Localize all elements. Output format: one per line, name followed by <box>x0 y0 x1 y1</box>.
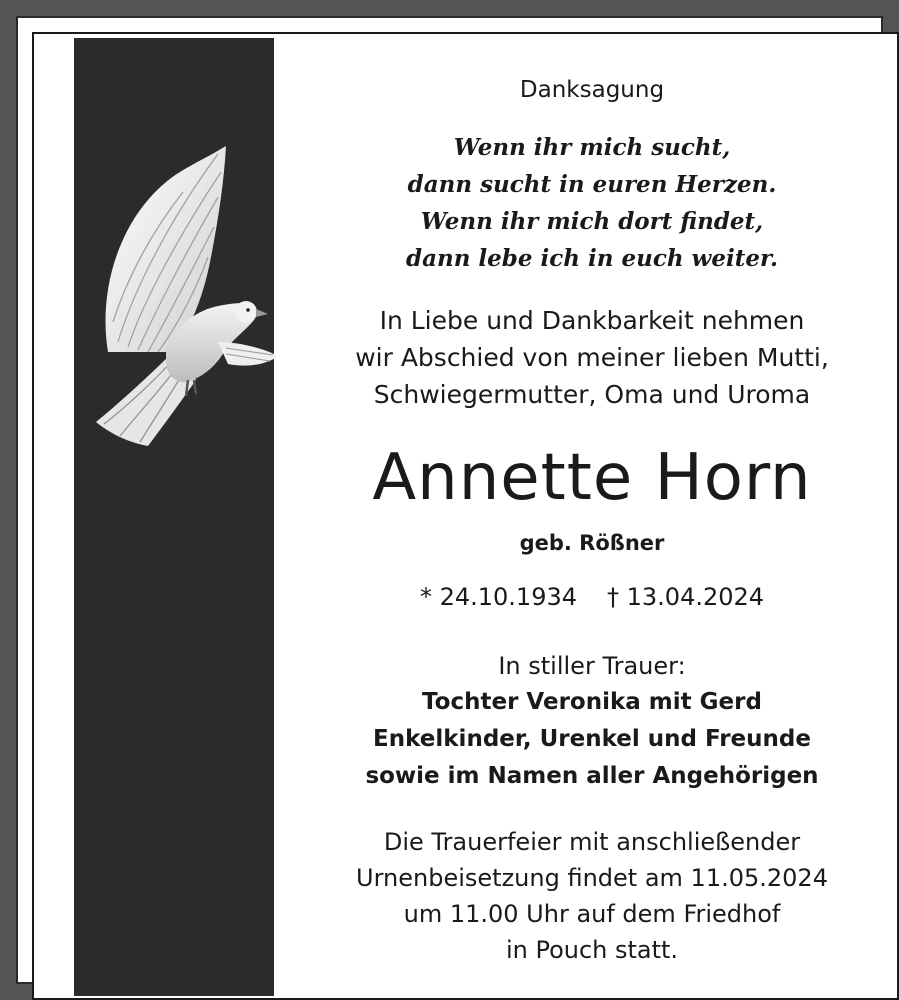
mourner-line: Enkelkinder, Urenkel und Freunde <box>373 726 811 752</box>
mourner-line: sowie im Namen aller Angehörigen <box>365 763 819 789</box>
dove-icon <box>78 142 276 448</box>
notice-heading: Danksagung <box>519 77 665 103</box>
birth-date: * 24.10.1934 <box>419 583 577 611</box>
poem-line: Wenn ihr mich sucht, <box>453 134 731 161</box>
notice-panel <box>32 32 899 1000</box>
ceremony-line: Urnenbeisetzung findet am 11.05.2024 <box>356 864 828 892</box>
ceremony-line: Die Trauerfeier mit anschließender <box>383 828 801 856</box>
ceremony-line: in Pouch statt. <box>505 936 679 964</box>
mourners-list <box>294 684 890 795</box>
poem-line: dann sucht in euren Herzen. <box>407 171 777 198</box>
mourner-line: Tochter Veronika mit Gerd <box>422 689 762 715</box>
life-dates <box>294 580 890 614</box>
maiden-name: geb. Rößner <box>519 531 665 555</box>
mourners-label: In stiller Trauer: <box>498 652 686 680</box>
intro-line: In Liebe und Dankbarkeit nehmen <box>379 306 805 335</box>
death-date: † 13.04.2024 <box>607 583 765 611</box>
poem-line: Wenn ihr mich dort findet, <box>420 208 764 235</box>
notice-text-column <box>294 34 890 998</box>
farewell-intro <box>294 302 890 413</box>
deceased-name: Annette Horn <box>372 441 812 515</box>
intro-line: Schwiegermutter, Oma und Uroma <box>373 380 811 409</box>
poem-line: dann lebe ich in euch weiter. <box>406 245 778 272</box>
ceremony-info <box>294 824 890 968</box>
ceremony-line: um 11.00 Uhr auf dem Friedhof <box>403 900 781 928</box>
intro-line: wir Abschied von meiner lieben Mutti, <box>355 343 829 372</box>
memorial-poem <box>294 129 890 277</box>
